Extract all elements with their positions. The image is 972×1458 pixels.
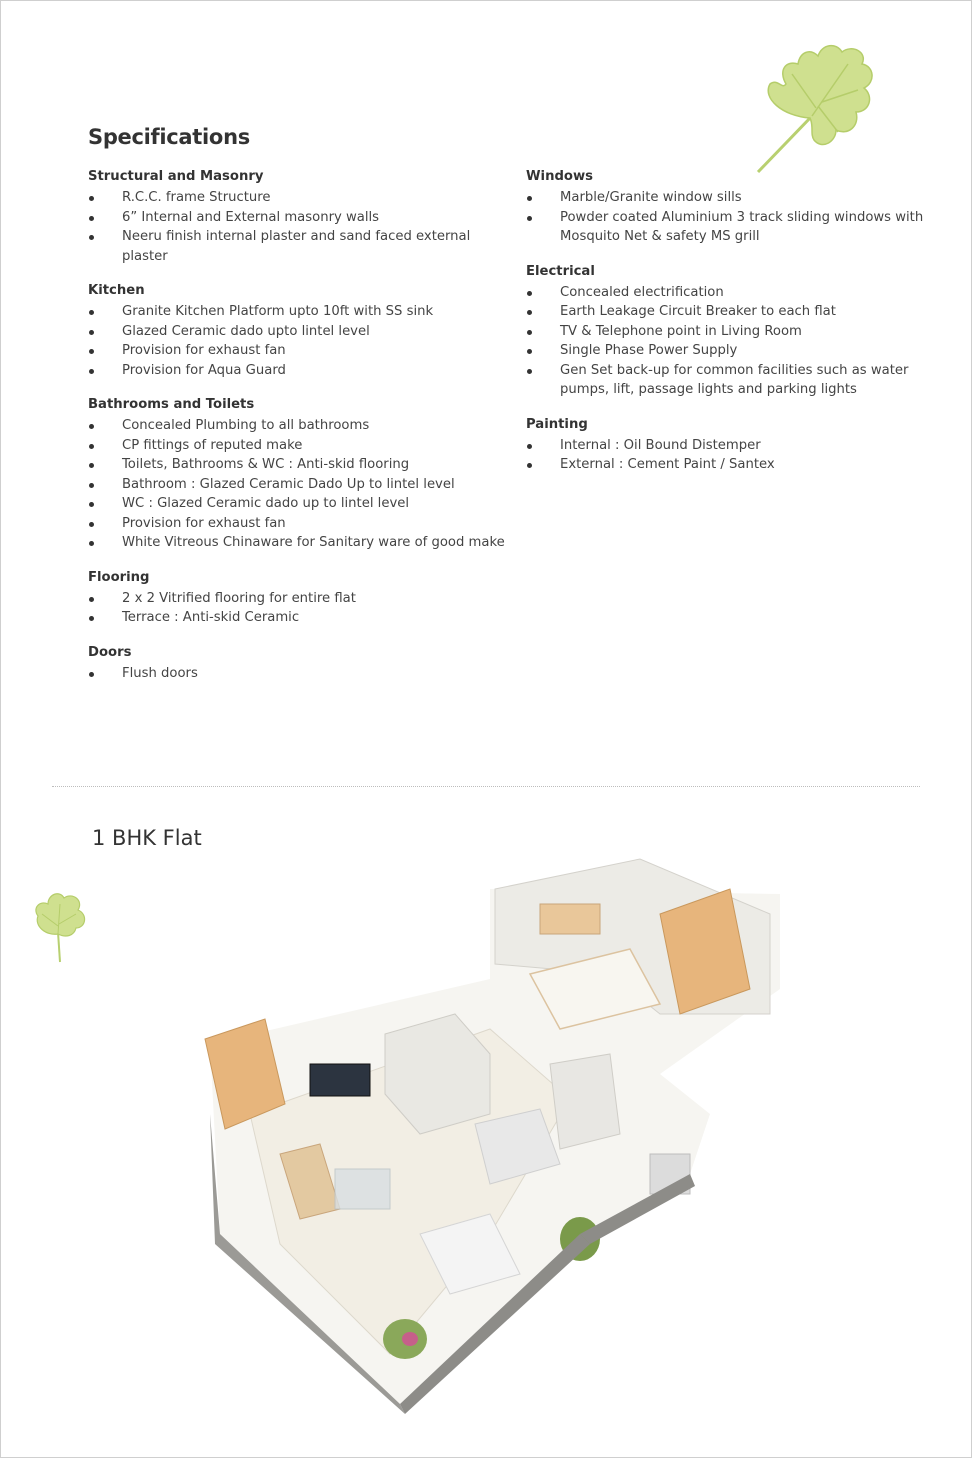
spec-item: Provision for exhaust fan bbox=[88, 341, 508, 361]
spec-item: Single Phase Power Supply bbox=[526, 341, 926, 361]
spec-item: Terrace : Anti-skid Ceramic bbox=[88, 608, 508, 628]
section-heading: Flooring bbox=[88, 569, 150, 585]
spec-item: Neeru finish internal plaster and sand faced external plaster bbox=[88, 227, 508, 266]
leaf-decoration-icon bbox=[752, 38, 882, 178]
spec-item: TV & Telephone point in Living Room bbox=[526, 322, 926, 342]
spec-item: Gen Set back-up for common facilities such as water pumps, lift, passage lights and parking lights bbox=[526, 361, 926, 400]
section-heading: Kitchen bbox=[88, 283, 145, 298]
right-spec-column bbox=[526, 168, 926, 491]
spec-item: Provision for Aqua Guard bbox=[88, 361, 508, 381]
spec-item: 2 x 2 Vitrified flooring for entire flat bbox=[88, 589, 508, 609]
spec-item: Earth Leakage Circuit Breaker to each flat bbox=[526, 302, 926, 322]
spec-item: Marble/Granite window sills bbox=[526, 188, 926, 208]
spec-item: Toilets, Bathrooms & WC : Anti-skid flooring bbox=[88, 455, 508, 475]
spec-item: Powder coated Aluminium 3 track sliding windows with Mosquito Net & safety MS grill bbox=[526, 208, 926, 247]
spec-item: Internal : Oil Bound Distemper bbox=[526, 436, 926, 456]
page-title: Specifications bbox=[88, 125, 250, 149]
leaf-small-icon bbox=[30, 886, 92, 964]
spec-item: White Vitreous Chinaware for Sanitary ware of good make bbox=[88, 533, 508, 553]
floor-plan-illustration bbox=[190, 814, 790, 1424]
spec-item: 6” Internal and External masonry walls bbox=[88, 208, 508, 228]
spec-item: Bathroom : Glazed Ceramic Dado Up to lintel level bbox=[88, 475, 508, 495]
spec-section-kitchen bbox=[88, 282, 508, 380]
spec-item: Concealed electrification bbox=[526, 283, 926, 303]
spec-item: External : Cement Paint / Santex bbox=[526, 455, 926, 475]
flat-title: 1 BHK Flat bbox=[92, 826, 202, 850]
spec-item: R.C.C. frame Structure bbox=[88, 188, 508, 208]
section-heading: Painting bbox=[526, 416, 588, 432]
spec-section-doors bbox=[88, 644, 508, 684]
spec-item: Flush doors bbox=[88, 664, 508, 684]
spec-item: Provision for exhaust fan bbox=[88, 514, 508, 534]
spec-item: WC : Glazed Ceramic dado up to lintel level bbox=[88, 494, 508, 514]
spec-section-electrical bbox=[526, 263, 926, 400]
spec-item: CP fittings of reputed make bbox=[88, 436, 508, 456]
section-heading: Bathrooms and Toilets bbox=[88, 397, 255, 412]
section-divider bbox=[52, 786, 920, 787]
section-heading: Doors bbox=[88, 644, 132, 660]
spec-section-flooring bbox=[88, 569, 508, 628]
section-heading: Windows bbox=[526, 169, 593, 184]
spec-item: Glazed Ceramic dado upto lintel level bbox=[88, 322, 508, 342]
section-heading: Electrical bbox=[526, 263, 595, 279]
left-spec-column bbox=[88, 168, 508, 699]
spec-section-structural bbox=[88, 168, 508, 266]
spec-item: Granite Kitchen Platform upto 10ft with SS sink bbox=[88, 302, 508, 322]
spec-section-painting bbox=[526, 416, 926, 475]
spec-section-windows bbox=[526, 168, 926, 247]
spec-section-bathrooms bbox=[88, 396, 508, 553]
section-heading: Structural and Masonry bbox=[88, 169, 264, 184]
spec-item: Concealed Plumbing to all bathrooms bbox=[88, 416, 508, 436]
